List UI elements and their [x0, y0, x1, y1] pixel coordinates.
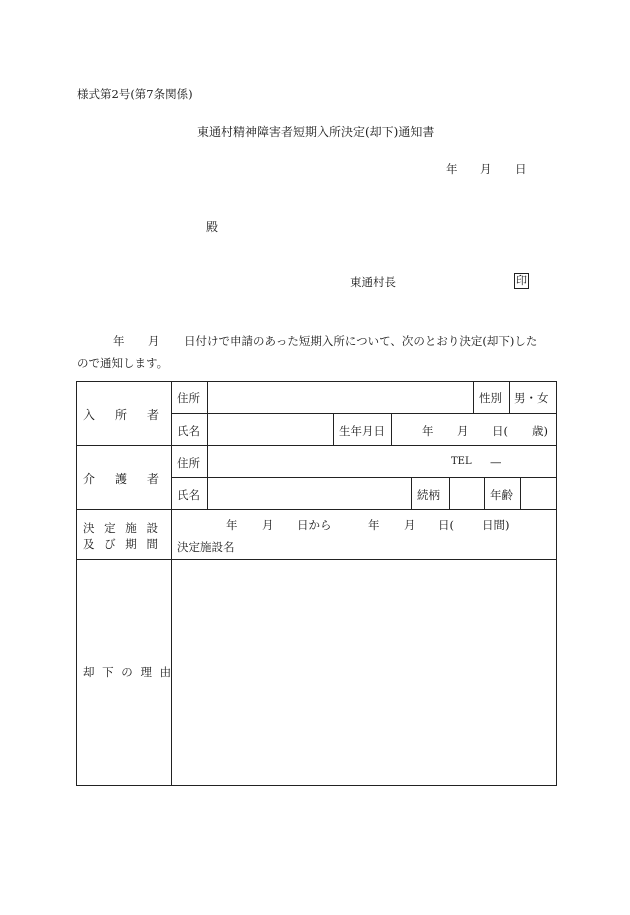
age-label-right	[520, 477, 521, 510]
period-end-month: 月	[404, 518, 416, 532]
birth-label-right	[391, 413, 392, 446]
birth-day: 日(	[492, 424, 508, 438]
row-divider	[76, 445, 557, 446]
sex-label: 性別	[479, 391, 502, 405]
tel-dash: —	[490, 455, 502, 469]
notice-text-line1: 日付けで申請のあった短期入所について、次のとおり決定(却下)した	[184, 334, 538, 348]
notice-year: 年	[113, 334, 125, 348]
tel-label: TEL	[451, 456, 472, 467]
facility-name-label: 決定施設名	[177, 540, 235, 554]
document-title: 東通村精神障害者短期入所決定(却下)通知書	[197, 125, 435, 139]
row-divider	[171, 413, 557, 414]
caregiver-name-label: 氏名	[177, 488, 200, 502]
facility-label-line1: 決 定 施 設	[83, 521, 161, 535]
rejection-reason-label: 却 下 の 理 由	[83, 665, 174, 679]
period-end-year: 年	[368, 518, 380, 532]
caregiver-age-label: 年齢	[490, 488, 513, 502]
sender-name: 東通村長	[350, 275, 396, 289]
date-day: 日	[515, 162, 527, 176]
caregiver-age-value[interactable]	[524, 481, 552, 505]
period-end-day: 日(	[438, 518, 454, 532]
birth-year: 年	[422, 424, 434, 438]
admittee-address-value[interactable]	[212, 385, 467, 409]
addressee-honorific: 殿	[206, 220, 219, 234]
relation-label: 続柄	[417, 488, 440, 502]
relation-label-right	[449, 477, 450, 510]
sublabel-divider	[207, 381, 208, 510]
table-border-top	[76, 381, 557, 382]
caregiver-name-value[interactable]	[212, 481, 405, 505]
form-number: 様式第2号(第7条関係)	[77, 87, 193, 101]
seal-mark: 印	[516, 274, 527, 287]
period-start-month: 月	[262, 518, 274, 532]
relation-value[interactable]	[453, 481, 480, 505]
table-border-left	[76, 381, 77, 786]
admittee-address-label: 住所	[177, 391, 200, 405]
birth-month: 月	[457, 424, 469, 438]
birthdate-label: 生年月日	[339, 424, 385, 438]
row-divider	[76, 559, 557, 560]
row-divider	[171, 477, 557, 478]
caregiver-address-value[interactable]	[212, 449, 442, 473]
notice-text-line2: ので通知します。	[77, 356, 169, 370]
caregiver-address-label: 住所	[177, 456, 200, 470]
admittee-name-value[interactable]	[212, 417, 327, 441]
period-start-year: 年	[226, 518, 238, 532]
caregiver-label: 介 護 者	[83, 472, 164, 486]
age-label-left	[484, 477, 485, 510]
period-days: 日間)	[482, 518, 510, 532]
facility-label-line2: 及 び 期 間	[83, 537, 161, 551]
birth-label-left	[333, 413, 334, 446]
date-month: 月	[480, 162, 492, 176]
sex-options[interactable]: 男・女	[514, 391, 549, 405]
label-column-divider	[171, 381, 172, 786]
notice-month: 月	[148, 334, 160, 348]
rejection-reason-value[interactable]	[176, 563, 552, 781]
sex-label-left	[473, 381, 474, 414]
period-start-day: 日から	[297, 518, 332, 532]
admittee-label: 入 所 者	[83, 408, 164, 422]
sex-label-right	[509, 381, 510, 414]
age-unit: 歳)	[532, 424, 548, 438]
date-year: 年	[446, 162, 458, 176]
relation-label-left	[411, 477, 412, 510]
table-border-bottom	[76, 785, 557, 786]
admittee-name-label: 氏名	[177, 424, 200, 438]
table-border-right	[556, 381, 557, 786]
